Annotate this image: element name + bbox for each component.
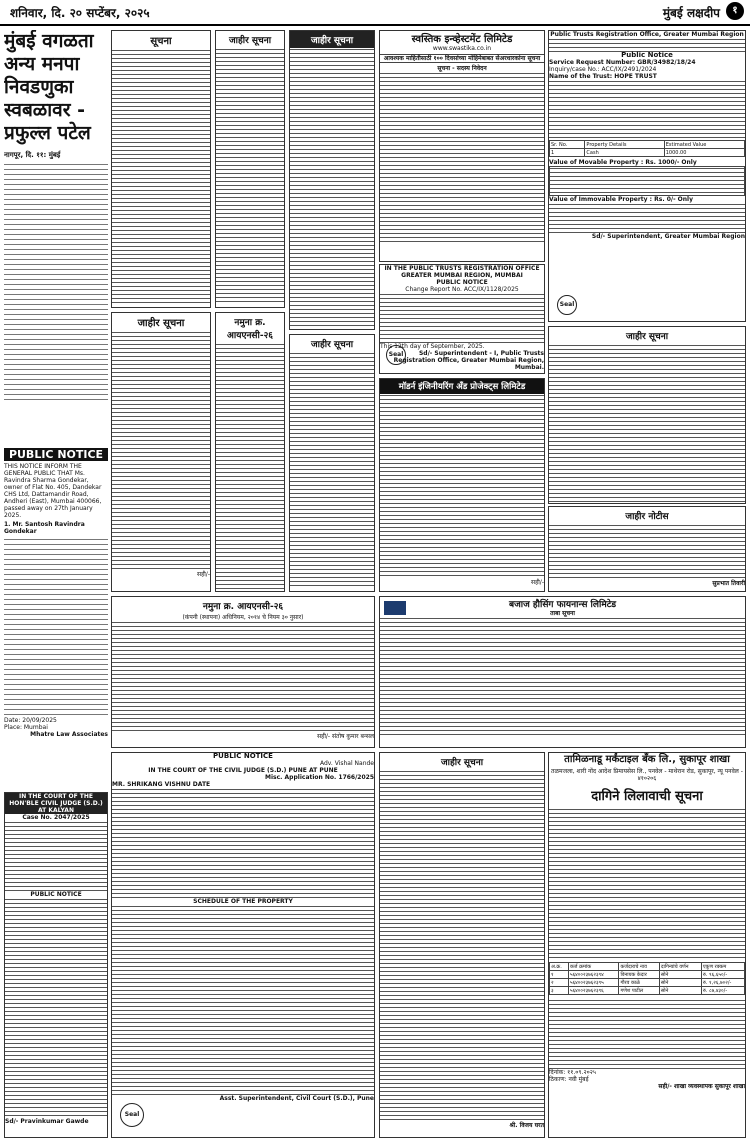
tmb-r2-4: रु. ८७,४३०/- [701, 987, 744, 995]
swastika-headline: आवश्यक माहितीसाठी १०० दिवसांच्या मोहिमेबाबत सेअरधारकांना सूचना [380, 54, 544, 63]
public-trust-top-immovable: Value of Immovable Property : Rs. 0/- Only [549, 196, 694, 203]
col4-notice-top-body [290, 48, 374, 328]
public-trust-top-body [549, 80, 745, 140]
swastika-web: www.swastika.co.in [432, 45, 492, 52]
swastika-body [380, 72, 544, 242]
civil-court-sign: Asst. Superintendent, Civil Court (S.D.), Pune [219, 1095, 374, 1102]
col2-notice-top [111, 30, 211, 308]
court-notice-left-title: IN THE COURT OF THE HON'BLE CIVIL JUDGE (S.D.) AT KALYAN [5, 793, 107, 814]
bajaj-company: बजाज हौसिंग फायनान्स लिमिटेड [508, 600, 617, 610]
tmb-r1-3: सोने [659, 979, 701, 987]
th-property: Property Details [585, 141, 664, 149]
public-trust-top-trust: Name of the Trust: HOPE TRUST [549, 73, 657, 80]
col2-notice-top-body [112, 49, 210, 304]
trust-right-title: जाहीर सूचना [625, 332, 669, 342]
tmb-r2-2: गणेश पाटील [619, 987, 659, 995]
court-notice-left-body2 [5, 898, 107, 1118]
heir-1: 1. Mr. Santosh Ravindra Gondekar [4, 521, 85, 535]
tmb-title: दागिने लिलावाची सूचना [591, 789, 703, 804]
tmb-table [549, 962, 745, 995]
lead-dateline: नागपूर, दि. ११: मुंबई [4, 151, 61, 159]
col3-top-notice-title: जाहीर सूचना [228, 36, 272, 46]
court-notice-left-body [5, 821, 107, 891]
col3-top-notice [215, 30, 285, 308]
public-notice-left-place: Place: Mumbai [4, 724, 48, 731]
public-notice-left-sign: Mhatre Law Associates [30, 731, 108, 738]
civil-court-schedule: SCHEDULE OF THE PROPERTY [193, 898, 293, 905]
civil-court-body2 [112, 905, 374, 1095]
inc26-large [111, 596, 375, 748]
inc26-large-sign: सही/- संतोष कुमार बन्सल [317, 733, 374, 740]
col4-notice-mid-title: जाहीर सूचना [310, 340, 354, 350]
civil-court-title: PUBLIC NOTICE [213, 752, 273, 760]
col2-notice-mid [111, 312, 211, 592]
public-trust-mid-change: Change Report No. ACC/IX/1128/2025 [405, 286, 519, 293]
court-notice-left-sign: Sd/- Pravinkumar Gawde [5, 1118, 89, 1125]
modern-body [380, 394, 544, 579]
inc26-large-body [112, 621, 374, 733]
public-notice-left-title: PUBLIC NOTICE [4, 448, 108, 461]
court-notice-left-case: Case No. 2047/2025 [22, 814, 90, 821]
tmb-r0-3: सोने [659, 971, 701, 979]
th-value: Estimated Value [664, 141, 744, 149]
bottom-mid-notice [379, 752, 545, 1138]
page-header [0, 0, 750, 26]
col4-notice-mid [289, 334, 375, 592]
bajaj-notice-title: ताबा सूचना [550, 610, 575, 617]
seal-court: Seal [120, 1103, 144, 1127]
public-trust-mid-body [380, 293, 544, 343]
lead-headline: मुंबई वगळता अन्य मनपा निवडणुका स्वबळावर - प्रफुल्ल पटेल [4, 30, 94, 144]
col2-notice-top-title: सूचना [150, 36, 172, 47]
th-srno: Sr. No. [550, 141, 585, 149]
swastika-company: स्वस्तिक इन्व्हेस्टमेंट लिमिटेड [411, 34, 513, 45]
tmb-th-2: कर्जदाराचे नाव [619, 963, 659, 971]
tmb-body2 [549, 999, 745, 1069]
public-notice-left [4, 448, 108, 788]
marathi-notice-right-sign: सुप्रभात तिवारी [712, 580, 745, 587]
tmb-r2-1: ५६४००२३७६२३९६ [568, 987, 618, 995]
tmb-r0-0: १ [550, 971, 569, 979]
modern-eng-notice [379, 378, 545, 592]
public-trust-top-body2 [549, 203, 745, 233]
col4-notice-top-title: जाहीर सूचना [290, 31, 374, 48]
civil-court-body [112, 788, 374, 898]
tmb-th-1: कर्ज क्रमांक [568, 963, 618, 971]
modern-sign: सही/- [531, 579, 544, 586]
bajaj-logo [384, 601, 406, 615]
public-trust-mid-office: IN THE PUBLIC TRUSTS REGISTRATION OFFICE GREATER MUMBAI REGION, MUMBAI [384, 265, 540, 279]
inc26-large-sub: (कंपनी (स्थापना) अधिनियम, २०१४ चे नियम ३० नुसार) [182, 614, 304, 621]
bajaj-body [380, 617, 745, 737]
lead-body [4, 162, 108, 402]
seal-top: Seal [557, 295, 577, 315]
col3-inc26-a-title: नमुना क्र. आयएनसी-२६ [227, 318, 273, 341]
civil-court-applicant: MR. SHRIKANG VISHNU DATE [112, 781, 211, 788]
tmb-r0-4: रु. ९६,६५०/- [701, 971, 744, 979]
tmb-body [549, 808, 745, 958]
tmb-bank: तामिळनाडू मर्कंटाइल बँक लि., सुकापूर शाखा [564, 754, 730, 765]
swastika-subtitle: सूचना - सदस्य निवेदन [437, 65, 487, 72]
tmb-r2-0: ३ [550, 987, 569, 995]
tmb-place: ठिकाण: नवी मुंबई [549, 1076, 589, 1083]
tmb-r0-1: ५६४००२३७६२३९४ [568, 971, 618, 979]
col3-inc26-a [215, 312, 285, 592]
public-trust-top-addr [549, 38, 745, 52]
marathi-notice-right-body [549, 524, 745, 580]
public-trust-top-movable: Value of Movable Property : Rs. 1000/- Only [549, 159, 697, 166]
public-trust-top-table [549, 140, 745, 157]
public-notice-left-body: THIS NOTICE INFORM THE GENERAL PUBLIC THAT Ms. Ravindra Sharma Gondekar, owner of Flat No. 405, Dandekar CHS Ltd, Dattamandir Road, Andheri (East), Mumbai 400066, passed away on 27th January 2025. [4, 463, 102, 519]
modern-company: मॉडर्न इंजिनीयरिंग अँड प्रोजेक्ट्स लिमिटेड [380, 379, 544, 394]
lead-story [4, 30, 108, 444]
public-trust-top [548, 30, 746, 322]
swastika-notice [379, 30, 545, 262]
bottom-mid-body [380, 770, 544, 1122]
public-notice-left-date: Date: 20/09/2025 [4, 717, 57, 724]
tmb-r0-2: विनायक केदार [619, 971, 659, 979]
bottom-mid-title: जाहीर सूचना [440, 758, 484, 768]
col4-notice-top [289, 30, 375, 330]
public-trust-top-service: Service Request Number: GBR/34982/18/24 [549, 59, 696, 66]
public-trust-top-office: Public Trusts Registration Office, Greater Mumbai Region [550, 31, 744, 38]
col3-inc26-a-body [216, 343, 284, 592]
inc26-large-title: नमुना क्र. आयएनसी-२६ [202, 602, 284, 612]
public-trust-mid-sign: Sd/- Superintendent - I, Public Trusts Registration Office, Greater Mumbai Region, Mumbai. [393, 350, 544, 371]
seal-mid: Seal [386, 345, 406, 365]
court-notice-left [4, 792, 108, 1138]
civil-court-notice [111, 752, 375, 1138]
tmb-r2-3: सोने [659, 987, 701, 995]
tmb-sign: सही/- शाखा व्यवस्थापक सुकापूर शाखा [658, 1083, 745, 1090]
bottom-mid-sign: श्री. विजय घरत [509, 1122, 544, 1129]
td-value: 1000.00 [664, 149, 744, 157]
public-trust-top-sign: Sd/- Superintendent, Greater Mumbai Region [591, 233, 745, 240]
public-trust-mid-date: This 12th day of September, 2025. [380, 343, 485, 350]
tmb-r1-2: गौरव काळे [619, 979, 659, 987]
trust-right-marathi [548, 326, 746, 504]
public-trust-top-title: Public Notice [621, 51, 673, 59]
tmb-auction-notice [548, 752, 746, 1138]
col2-notice-mid-sign: सही/- [197, 571, 210, 578]
court-notice-left-subtitle: PUBLIC NOTICE [30, 891, 82, 898]
public-trust-mid [379, 264, 545, 374]
td-property: Cash [585, 149, 664, 157]
col2-notice-mid-title: जाहीर सूचना [137, 318, 185, 329]
tmb-th-4: एकूण रक्कम [701, 963, 744, 971]
marathi-notice-right-title: जाहीर नोटीस [625, 512, 669, 522]
tmb-date: दिनांक: ११.०९.२०२५ [549, 1069, 596, 1076]
trust-right-body [549, 344, 745, 504]
civil-court-court: IN THE COURT OF THE CIVIL JUDGE (S.D.) PUNE AT PUNE [148, 767, 338, 774]
col3-top-notice-body [216, 48, 284, 303]
tmb-r1-4: रु. १,२६,७०२/- [701, 979, 744, 987]
paper-name: मुंबई लक्षदीप [662, 6, 720, 20]
page-number: १ [726, 2, 744, 20]
col2-notice-mid-body [112, 331, 210, 571]
civil-court-adv: Adv. Vishal Nande [320, 760, 374, 767]
tmb-r1-1: ५६४००२३७६२३९५ [568, 979, 618, 987]
td-srno: 1 [550, 149, 585, 157]
marathi-notice-right [548, 506, 746, 592]
tmb-th-3: दागिन्यांचे वर्णन [659, 963, 701, 971]
public-trust-top-inquiry: Inquiry/case No.: ACC/IX/2491/2024 [549, 66, 657, 73]
public-trust-top-table2 [549, 166, 745, 196]
tmb-th-0: अ.क्र. [550, 963, 569, 971]
civil-court-misc: Misc. Application No. 1766/2025 [265, 774, 374, 781]
bajaj-notice [379, 596, 746, 748]
date-line: शनिवार, दि. २० सप्टेंबर, २०२५ [10, 6, 150, 20]
public-trust-mid-title: PUBLIC NOTICE [436, 279, 488, 286]
public-notice-left-text [4, 537, 108, 717]
tmb-r1-0: २ [550, 979, 569, 987]
col4-notice-mid-body [290, 352, 374, 587]
tmb-address: तळमजला, शारी नोंद आदेश प्रिमायसेस लि., पनवेल - माथेरान रोड, सुकापूर, न्यू पनवेल - ४१०२०६ [551, 768, 743, 782]
